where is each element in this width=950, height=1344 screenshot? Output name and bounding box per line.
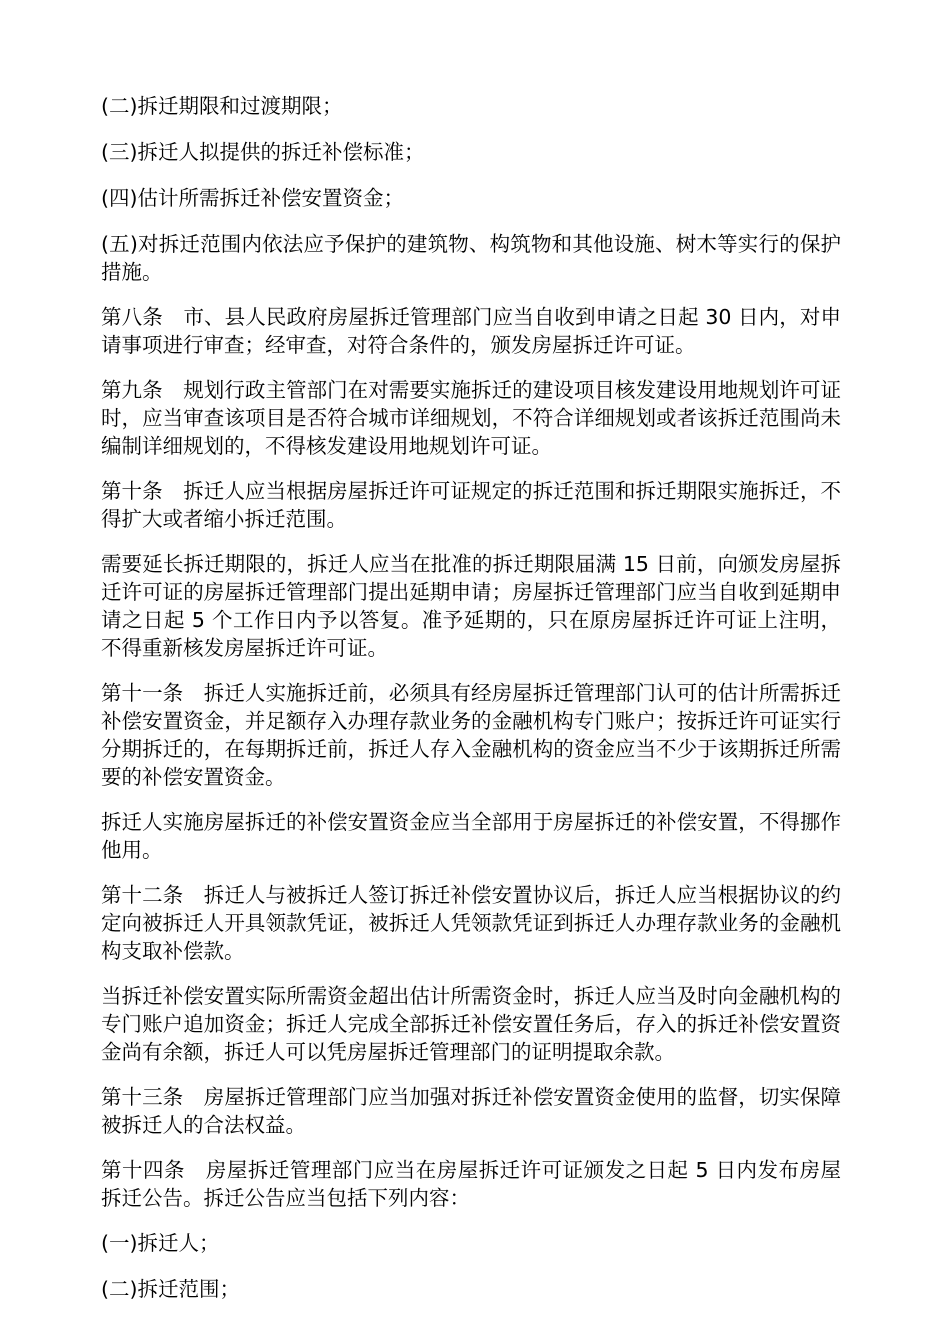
- article-11-funds-use: 拆迁人实施房屋拆迁的补偿安置资金应当全部用于房屋拆迁的补偿安置，不得挪作他用。: [101, 810, 841, 862]
- article-10: 第十条 拆迁人应当根据房屋拆迁许可证规定的拆迁范围和拆迁期限实施拆迁，不得扩大或者缩小拆迁范围。: [101, 479, 841, 531]
- list-item-estimated-funds: (四)估计所需拆迁补偿安置资金；: [101, 186, 404, 210]
- article-12: 第十二条 拆迁人与被拆迁人签订拆迁补偿安置协议后，拆迁人应当根据协议的约定向被拆迁人开具领款凭证，被拆迁人凭领款凭证到拆迁人办理存款业务的金融机构支取补偿款。: [101, 883, 841, 963]
- article-11: 第十一条 拆迁人实施拆迁前，必须具有经房屋拆迁管理部门认可的估计所需拆迁补偿安置资金，并足额存入办理存款业务的金融机构专门账户；按拆迁许可证实行分期拆迁的，在每期拆迁前，拆迁人存入金融机构的资金应当不少于该期拆迁所需要的补偿安置资金。: [101, 681, 841, 789]
- list-item-demolition-scope: (二)拆迁范围；: [101, 1277, 240, 1301]
- list-item-transition-period: (二)拆迁期限和过渡期限；: [101, 94, 343, 118]
- article-9: 第九条 规划行政主管部门在对需要实施拆迁的建设项目核发建设用地规划许可证时，应当审查该项目是否符合城市详细规划，不符合详细规划或者该拆迁范围尚未编制详细规划的，不得核发建设用地规划许可证。: [101, 378, 841, 458]
- article-12-additional-funds: 当拆迁补偿安置实际所需资金超出估计所需资金时，拆迁人应当及时向金融机构的专门账户追加资金；拆迁人完成全部拆迁补偿安置任务后，存入的拆迁补偿安置资金尚有余额，拆迁人可以凭房屋拆迁管理部门的证明提取余款。: [101, 984, 841, 1064]
- list-item-compensation-standard: (三)拆迁人拟提供的拆迁补偿标准；: [101, 140, 425, 164]
- list-item-protection-measures: (五)对拆迁范围内依法应予保护的建筑物、构筑物和其他设施、树木等实行的保护措施。: [101, 232, 841, 284]
- article-14: 第十四条 房屋拆迁管理部门应当在房屋拆迁许可证颁发之日起 5 日内发布房屋拆迁公告。拆迁公告应当包括下列内容：: [101, 1158, 841, 1210]
- document-page: [101, 92, 841, 1321]
- article-8: 第八条 市、县人民政府房屋拆迁管理部门应当自收到申请之日起 30 日内，对申请事项进行审查；经审查，对符合条件的，颁发房屋拆迁许可证。: [101, 305, 841, 357]
- article-10-extension: 需要延长拆迁期限的，拆迁人应当在批准的拆迁期限届满 15 日前，向颁发房屋拆迁许可证的房屋拆迁管理部门提出延期申请；房屋拆迁管理部门应当自收到延期申请之日起 5 个工作日内予以答复。准予延期的，只在原房屋拆迁许可证上注明，不得重新核发房屋拆迁许可证。: [101, 552, 841, 660]
- list-item-demolisher: (一)拆迁人；: [101, 1231, 220, 1255]
- article-13: 第十三条 房屋拆迁管理部门应当加强对拆迁补偿安置资金使用的监督，切实保障被拆迁人的合法权益。: [101, 1085, 841, 1137]
